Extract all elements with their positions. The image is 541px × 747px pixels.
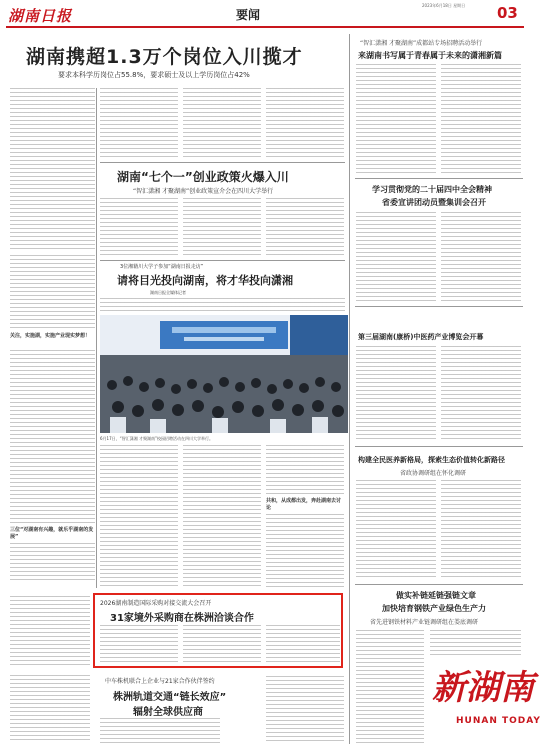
- right-s2-headline-2: 省委宣讲团动员暨集训会召开: [382, 198, 486, 207]
- newspaper-logo: 湖南日报: [8, 7, 73, 25]
- right-s5-sub: 省先进钢铁材料产业链调研组在娄底调研: [370, 619, 479, 626]
- right-s5-col-2: [430, 630, 521, 658]
- bottom-story-headline-2: 辐射全球供应商: [133, 707, 203, 718]
- right-s3-col-2: [441, 346, 521, 442]
- right-s1-col-1: [356, 64, 436, 174]
- story2-col-1: [100, 198, 178, 256]
- right-s3-headline: 第三届湖南(康桥)中医药产业博览会开幕: [358, 333, 484, 341]
- story3-col-lead: [100, 298, 345, 312]
- event-photo: [100, 315, 348, 433]
- photo-caption: 6月17日，“智汇潇湘 才聚湖南”校园招聘活动在四川大学举行。: [100, 436, 214, 441]
- bottom-story-kicker: 中车株机联合上企业与21家合作伙伴签约: [105, 678, 215, 685]
- right-s4-sub: 省政协调研组在怀化调研: [400, 470, 467, 477]
- story3-col-3b: [266, 514, 344, 588]
- story3-kicker: 3位湘籍川大学子参加“湖南日报走访”: [120, 264, 204, 270]
- story3-col-subhead: 共和，从成都出发，奔赴湖南去讨论: [266, 498, 342, 511]
- bottom-story-left-col: [10, 675, 90, 743]
- right-s1-col-2: [441, 64, 521, 174]
- boxed-story-left-col: [10, 596, 90, 668]
- right-s5-headline-2: 加快培育钢铁产业绿色生产力: [382, 604, 486, 613]
- main-headline: 湖南携超1.3万个岗位入川揽才: [26, 46, 303, 68]
- story3-headline: 请将目光投向湖南，将才华投向潇湘: [117, 274, 293, 287]
- boxed-story-col-1: [100, 625, 178, 663]
- column-divider-main: [349, 34, 350, 744]
- article-column-left-4: [10, 543, 95, 583]
- brand-logo-cn: 新湖南: [432, 668, 534, 708]
- story2-col-3: [266, 198, 344, 256]
- divider-main: [100, 162, 345, 163]
- boxed-story-col-3: [266, 625, 340, 663]
- right-s4-col-1: [356, 480, 436, 580]
- issue-date: 2023年6月18日 星期日: [422, 3, 466, 8]
- story2-headline: 湖南“七个一”创业政策火爆入川: [117, 170, 289, 184]
- bottom-story-headline: 株洲轨道交通“链长效应”: [113, 692, 227, 703]
- left-col-subhead: 关注，实施湖，实施产业现实梦想！: [10, 333, 91, 339]
- left-col-subhead-2: 三位“对湖南有兴趣，就乐乎湖南的发展”: [10, 527, 94, 540]
- article-column-left-1: [10, 88, 95, 250]
- main-subhead: 要求本科学历岗位占55.8%，要求硕士及以上学历岗位占42%: [58, 71, 250, 79]
- story2-subhead: “智汇潇湘 才聚湖南”创业政策宣介会在四川大学举行: [133, 188, 274, 195]
- article-column-left-3: [10, 350, 95, 525]
- bottom-story-col-1: [100, 718, 220, 744]
- bottom-story-col-2: [266, 676, 344, 744]
- main-story-col-4: [266, 88, 344, 158]
- right-s5-col-1: [356, 630, 424, 744]
- boxed-story-kicker: 2026湖南制造国际采购对接交流大会召开: [100, 600, 212, 607]
- page-number: 03: [497, 4, 518, 22]
- column-divider-left: [96, 88, 97, 588]
- brand-watermark: [426, 660, 541, 744]
- section-title: 要闻: [236, 8, 261, 22]
- main-story-col-2: [100, 88, 178, 158]
- right-s1-headline: 来湖南书写属于青春属于未来的潇湘新篇: [358, 51, 502, 60]
- main-story-col-3: [183, 88, 261, 158]
- right-divider-4: [355, 584, 523, 585]
- right-s2-headline: 学习贯彻党的二十届四中全会精神: [372, 185, 492, 194]
- boxed-story-headline: 31家境外采购商在株洲洽谈合作: [110, 613, 254, 624]
- story3-col-2: [183, 445, 261, 588]
- boxed-story-col-2: [183, 625, 261, 663]
- right-s1-kicker: “智汇潇湘 才聚湖南”成都站专场招聘活动举行: [360, 40, 483, 47]
- right-divider-1: [355, 178, 523, 179]
- right-s3-col-1: [356, 346, 436, 442]
- right-divider-2: [355, 306, 523, 307]
- divider-story2: [100, 260, 345, 261]
- right-s4-col-2: [441, 480, 521, 580]
- brand-logo-en: HUNAN TODAY: [456, 716, 541, 726]
- right-divider-3: [355, 446, 523, 447]
- article-column-left-2: [10, 255, 95, 330]
- masthead-rule: [6, 26, 524, 28]
- right-s5-headline: 做实补链延链强链文章: [396, 591, 476, 600]
- right-s2-col-1: [356, 212, 436, 302]
- right-s2-col-2: [441, 212, 521, 302]
- story2-col-2: [183, 198, 261, 256]
- masthead: [0, 0, 530, 26]
- story3-col-3a: [266, 445, 344, 495]
- right-s4-headline: 构建全民医养新格局，探索生态价值转化新路径: [358, 456, 505, 464]
- story3-byline: 湖南日报全媒体记者: [150, 290, 186, 295]
- story3-col-1: [100, 445, 178, 588]
